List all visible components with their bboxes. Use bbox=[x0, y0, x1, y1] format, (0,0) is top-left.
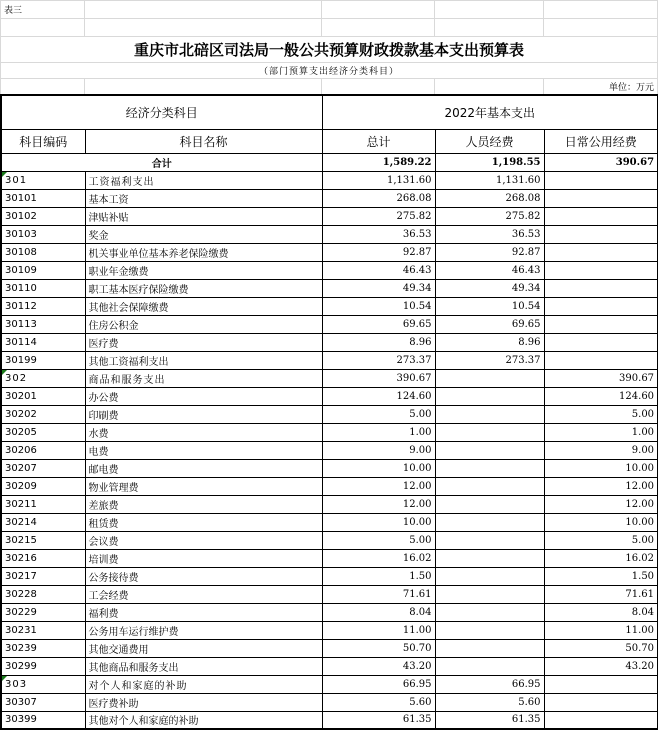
row-personnel[interactable] bbox=[435, 405, 544, 423]
table-row bbox=[1, 261, 658, 279]
empty-cell[interactable] bbox=[435, 79, 544, 95]
row-name[interactable]: 其他工资福利支出 bbox=[85, 351, 322, 369]
row-total[interactable]: 8.96 bbox=[322, 333, 435, 351]
row-code[interactable]: 30229 bbox=[1, 603, 85, 621]
row-code[interactable]: 30108 bbox=[1, 243, 85, 261]
table-row bbox=[1, 369, 658, 387]
row-total[interactable]: 46.43 bbox=[322, 261, 435, 279]
row-public[interactable]: 10.00 bbox=[544, 459, 658, 477]
row-code[interactable]: 30217 bbox=[1, 567, 85, 585]
row-public[interactable]: 124.60 bbox=[544, 387, 658, 405]
row-public[interactable]: 71.61 bbox=[544, 585, 658, 603]
row-personnel[interactable] bbox=[435, 549, 544, 567]
row-personnel[interactable]: 10.54 bbox=[435, 297, 544, 315]
row-name[interactable]: 租赁费 bbox=[85, 513, 322, 531]
row-personnel[interactable]: 275.82 bbox=[435, 207, 544, 225]
row-personnel[interactable]: 8.96 bbox=[435, 333, 544, 351]
row-name[interactable]: 差旅费 bbox=[85, 495, 322, 513]
table-row bbox=[1, 693, 658, 711]
row-name[interactable]: 其他社会保障缴费 bbox=[85, 297, 322, 315]
row-public[interactable] bbox=[544, 279, 658, 297]
row-personnel[interactable]: 66.95 bbox=[435, 675, 544, 693]
row-public[interactable] bbox=[544, 225, 658, 243]
table-row bbox=[1, 513, 658, 531]
row-public[interactable]: 390.67 bbox=[544, 369, 658, 387]
table-row bbox=[1, 279, 658, 297]
empty-cell[interactable] bbox=[544, 1, 658, 19]
row-total[interactable]: 12.00 bbox=[322, 477, 435, 495]
table-row bbox=[1, 549, 658, 567]
row-personnel[interactable]: 49.34 bbox=[435, 279, 544, 297]
row-total[interactable]: 1.00 bbox=[322, 423, 435, 441]
row-personnel[interactable] bbox=[435, 531, 544, 549]
row-name[interactable]: 医疗费 bbox=[85, 333, 322, 351]
row-name[interactable]: 公务接待费 bbox=[85, 567, 322, 585]
row-code[interactable]: 30112 bbox=[1, 297, 85, 315]
row-total[interactable]: 49.34 bbox=[322, 279, 435, 297]
row-personnel[interactable] bbox=[435, 639, 544, 657]
row-name[interactable]: 印刷费 bbox=[85, 405, 322, 423]
row-name[interactable]: 职工基本医疗保险缴费 bbox=[85, 279, 322, 297]
row-code[interactable]: 302 bbox=[1, 369, 85, 387]
table-row bbox=[1, 387, 658, 405]
row-total[interactable]: 275.82 bbox=[322, 207, 435, 225]
row-public[interactable] bbox=[544, 261, 658, 279]
row-total[interactable]: 50.70 bbox=[322, 639, 435, 657]
row-code[interactable]: 30299 bbox=[1, 657, 85, 675]
empty-cell[interactable] bbox=[322, 79, 435, 95]
empty-cell[interactable] bbox=[544, 19, 658, 37]
row-public[interactable] bbox=[544, 171, 658, 189]
row-code[interactable]: 30214 bbox=[1, 513, 85, 531]
row-personnel[interactable] bbox=[435, 441, 544, 459]
row-personnel[interactable]: 69.65 bbox=[435, 315, 544, 333]
total-personnel[interactable]: 1,198.55 bbox=[435, 153, 544, 171]
row-total[interactable]: 9.00 bbox=[322, 441, 435, 459]
row-personnel[interactable] bbox=[435, 495, 544, 513]
table-row bbox=[1, 495, 658, 513]
row-public[interactable] bbox=[544, 315, 658, 333]
table-row bbox=[1, 243, 658, 261]
row-public[interactable] bbox=[544, 675, 658, 693]
row-code[interactable]: 30201 bbox=[1, 387, 85, 405]
row-code[interactable]: 30101 bbox=[1, 189, 85, 207]
row-name[interactable]: 其他商品和服务支出 bbox=[85, 657, 322, 675]
empty-cell[interactable] bbox=[85, 1, 322, 19]
row-personnel[interactable] bbox=[435, 513, 544, 531]
row-public[interactable]: 5.00 bbox=[544, 405, 658, 423]
row-total[interactable]: 8.04 bbox=[322, 603, 435, 621]
table-row bbox=[1, 675, 658, 693]
row-public[interactable] bbox=[544, 693, 658, 711]
row-total[interactable]: 10.00 bbox=[322, 513, 435, 531]
row-total[interactable]: 5.00 bbox=[322, 405, 435, 423]
row-name[interactable]: 其他交通费用 bbox=[85, 639, 322, 657]
header-personnel[interactable]: 人员经费 bbox=[435, 129, 544, 153]
table-row bbox=[1, 351, 658, 369]
row-name[interactable]: 基本工资 bbox=[85, 189, 322, 207]
row-code[interactable]: 30103 bbox=[1, 225, 85, 243]
sheet-label: 表三 bbox=[4, 6, 23, 16]
header-code[interactable]: 科目编码 bbox=[1, 129, 85, 153]
row-personnel[interactable] bbox=[435, 621, 544, 639]
empty-cell[interactable] bbox=[1, 19, 85, 37]
row-code[interactable]: 30114 bbox=[1, 333, 85, 351]
row-code[interactable]: 30231 bbox=[1, 621, 85, 639]
row-public[interactable]: 10.00 bbox=[544, 513, 658, 531]
row-total[interactable]: 1,131.60 bbox=[322, 171, 435, 189]
row-name[interactable]: 电费 bbox=[85, 441, 322, 459]
table-row bbox=[1, 423, 658, 441]
table-row bbox=[1, 621, 658, 639]
row-personnel[interactable]: 92.87 bbox=[435, 243, 544, 261]
row-public[interactable]: 12.00 bbox=[544, 477, 658, 495]
row-code[interactable]: 30239 bbox=[1, 639, 85, 657]
row-total[interactable]: 273.37 bbox=[322, 351, 435, 369]
row-code[interactable]: 30211 bbox=[1, 495, 85, 513]
row-public[interactable]: 1.50 bbox=[544, 567, 658, 585]
budget-table bbox=[0, 94, 658, 730]
row-code[interactable]: 30207 bbox=[1, 459, 85, 477]
table-row bbox=[1, 297, 658, 315]
header-economic-classification[interactable]: 经济分类科目 bbox=[1, 95, 322, 129]
row-code[interactable]: 30109 bbox=[1, 261, 85, 279]
row-name[interactable]: 培训费 bbox=[85, 549, 322, 567]
row-total[interactable]: 43.20 bbox=[322, 657, 435, 675]
row-code[interactable]: 30307 bbox=[1, 693, 85, 711]
row-personnel[interactable] bbox=[435, 567, 544, 585]
row-personnel[interactable] bbox=[435, 369, 544, 387]
row-code[interactable]: 30199 bbox=[1, 351, 85, 369]
row-code[interactable]: 301 bbox=[1, 171, 85, 189]
empty-cell[interactable] bbox=[322, 19, 435, 37]
row-public[interactable] bbox=[544, 351, 658, 369]
table-row bbox=[1, 459, 658, 477]
row-personnel[interactable] bbox=[435, 423, 544, 441]
header-public[interactable]: 日常公用经费 bbox=[544, 129, 658, 153]
row-total[interactable]: 10.00 bbox=[322, 459, 435, 477]
row-total[interactable]: 12.00 bbox=[322, 495, 435, 513]
table-row bbox=[1, 225, 658, 243]
empty-cell[interactable] bbox=[1, 79, 85, 95]
row-name[interactable]: 福利费 bbox=[85, 603, 322, 621]
row-total[interactable]: 5.60 bbox=[322, 693, 435, 711]
row-personnel[interactable]: 268.08 bbox=[435, 189, 544, 207]
row-code[interactable]: 30215 bbox=[1, 531, 85, 549]
row-name[interactable]: 邮电费 bbox=[85, 459, 322, 477]
row-name[interactable]: 工会经费 bbox=[85, 585, 322, 603]
row-total[interactable]: 66.95 bbox=[322, 675, 435, 693]
row-code[interactable]: 30209 bbox=[1, 477, 85, 495]
table-row bbox=[1, 315, 658, 333]
row-personnel[interactable]: 1,131.60 bbox=[435, 171, 544, 189]
row-code[interactable]: 30228 bbox=[1, 585, 85, 603]
row-total[interactable]: 268.08 bbox=[322, 189, 435, 207]
row-public[interactable]: 5.00 bbox=[544, 531, 658, 549]
table-row bbox=[1, 585, 658, 603]
row-total[interactable]: 92.87 bbox=[322, 243, 435, 261]
row-personnel[interactable]: 5.60 bbox=[435, 693, 544, 711]
row-code[interactable]: 30205 bbox=[1, 423, 85, 441]
row-name[interactable]: 其他对个人和家庭的补助 bbox=[85, 711, 322, 729]
row-name[interactable]: 办公费 bbox=[85, 387, 322, 405]
row-public[interactable] bbox=[544, 711, 658, 729]
total-row bbox=[1, 153, 658, 171]
row-name[interactable]: 住房公积金 bbox=[85, 315, 322, 333]
table-row bbox=[1, 405, 658, 423]
report-subtitle[interactable]: （部门预算支出经济分类科目） bbox=[1, 63, 658, 79]
row-name[interactable]: 奖金 bbox=[85, 225, 322, 243]
row-personnel[interactable]: 61.35 bbox=[435, 711, 544, 729]
table-row bbox=[1, 333, 658, 351]
table-row bbox=[1, 657, 658, 675]
sheet-label-cell[interactable] bbox=[1, 1, 85, 19]
empty-cell[interactable] bbox=[85, 79, 322, 95]
header-basic-expenditure[interactable]: 2022年基本支出 bbox=[322, 95, 658, 129]
sheet-header-area bbox=[0, 0, 658, 95]
row-total[interactable]: 36.53 bbox=[322, 225, 435, 243]
table-row bbox=[1, 441, 658, 459]
row-name[interactable]: 商品和服务支出 bbox=[85, 369, 322, 387]
row-code[interactable]: 303 bbox=[1, 675, 85, 693]
total-total[interactable]: 1,589.22 bbox=[322, 153, 435, 171]
row-code[interactable]: 30102 bbox=[1, 207, 85, 225]
row-name[interactable]: 对个人和家庭的补助 bbox=[85, 675, 322, 693]
table-row bbox=[1, 639, 658, 657]
row-public[interactable]: 12.00 bbox=[544, 495, 658, 513]
unit-label[interactable]: 单位：万元 bbox=[544, 79, 658, 95]
row-total[interactable]: 71.61 bbox=[322, 585, 435, 603]
table-row bbox=[1, 477, 658, 495]
row-total[interactable]: 5.00 bbox=[322, 531, 435, 549]
row-public[interactable] bbox=[544, 333, 658, 351]
row-name[interactable]: 机关事业单位基本养老保险缴费 bbox=[85, 243, 322, 261]
row-personnel[interactable]: 273.37 bbox=[435, 351, 544, 369]
row-personnel[interactable] bbox=[435, 387, 544, 405]
row-public[interactable] bbox=[544, 243, 658, 261]
row-name[interactable]: 工资福利支出 bbox=[85, 171, 322, 189]
empty-cell[interactable] bbox=[435, 19, 544, 37]
row-name[interactable]: 公务用车运行维护费 bbox=[85, 621, 322, 639]
row-public[interactable]: 11.00 bbox=[544, 621, 658, 639]
row-code[interactable]: 30113 bbox=[1, 315, 85, 333]
row-total[interactable]: 10.54 bbox=[322, 297, 435, 315]
table-row bbox=[1, 603, 658, 621]
total-label[interactable]: 合计 bbox=[1, 153, 322, 171]
table-row bbox=[1, 567, 658, 585]
table-row bbox=[1, 711, 658, 729]
row-public[interactable]: 9.00 bbox=[544, 441, 658, 459]
row-total[interactable]: 1.50 bbox=[322, 567, 435, 585]
row-total[interactable]: 124.60 bbox=[322, 387, 435, 405]
row-code[interactable]: 30110 bbox=[1, 279, 85, 297]
table-row bbox=[1, 171, 658, 189]
total-public[interactable]: 390.67 bbox=[544, 153, 658, 171]
row-code[interactable]: 30399 bbox=[1, 711, 85, 729]
row-total[interactable]: 61.35 bbox=[322, 711, 435, 729]
row-name[interactable]: 职业年金缴费 bbox=[85, 261, 322, 279]
row-name[interactable]: 会议费 bbox=[85, 531, 322, 549]
row-total[interactable]: 16.02 bbox=[322, 549, 435, 567]
row-name[interactable]: 医疗费补助 bbox=[85, 693, 322, 711]
row-total[interactable]: 69.65 bbox=[322, 315, 435, 333]
row-name[interactable]: 物业管理费 bbox=[85, 477, 322, 495]
row-code[interactable]: 30202 bbox=[1, 405, 85, 423]
row-public[interactable]: 50.70 bbox=[544, 639, 658, 657]
report-title[interactable]: 重庆市北碚区司法局一般公共预算财政拨款基本支出预算表 bbox=[1, 37, 658, 63]
empty-cell[interactable] bbox=[85, 19, 322, 37]
empty-cell[interactable] bbox=[435, 1, 544, 19]
table-row bbox=[1, 531, 658, 549]
row-public[interactable] bbox=[544, 207, 658, 225]
row-total[interactable]: 11.00 bbox=[322, 621, 435, 639]
header-name[interactable]: 科目名称 bbox=[85, 129, 322, 153]
row-personnel[interactable] bbox=[435, 477, 544, 495]
row-public[interactable]: 8.04 bbox=[544, 603, 658, 621]
row-code[interactable]: 30206 bbox=[1, 441, 85, 459]
row-name[interactable]: 水费 bbox=[85, 423, 322, 441]
row-total[interactable]: 390.67 bbox=[322, 369, 435, 387]
row-code[interactable]: 30216 bbox=[1, 549, 85, 567]
row-personnel[interactable]: 46.43 bbox=[435, 261, 544, 279]
empty-cell[interactable] bbox=[322, 1, 435, 19]
row-public[interactable]: 1.00 bbox=[544, 423, 658, 441]
table-row bbox=[1, 189, 658, 207]
row-personnel[interactable] bbox=[435, 585, 544, 603]
row-personnel[interactable] bbox=[435, 603, 544, 621]
row-public[interactable]: 43.20 bbox=[544, 657, 658, 675]
row-name[interactable]: 津贴补贴 bbox=[85, 207, 322, 225]
row-public[interactable] bbox=[544, 189, 658, 207]
row-personnel[interactable] bbox=[435, 657, 544, 675]
table-row bbox=[1, 207, 658, 225]
row-public[interactable] bbox=[544, 297, 658, 315]
header-total[interactable]: 总计 bbox=[322, 129, 435, 153]
row-public[interactable]: 16.02 bbox=[544, 549, 658, 567]
row-personnel[interactable]: 36.53 bbox=[435, 225, 544, 243]
row-personnel[interactable] bbox=[435, 459, 544, 477]
